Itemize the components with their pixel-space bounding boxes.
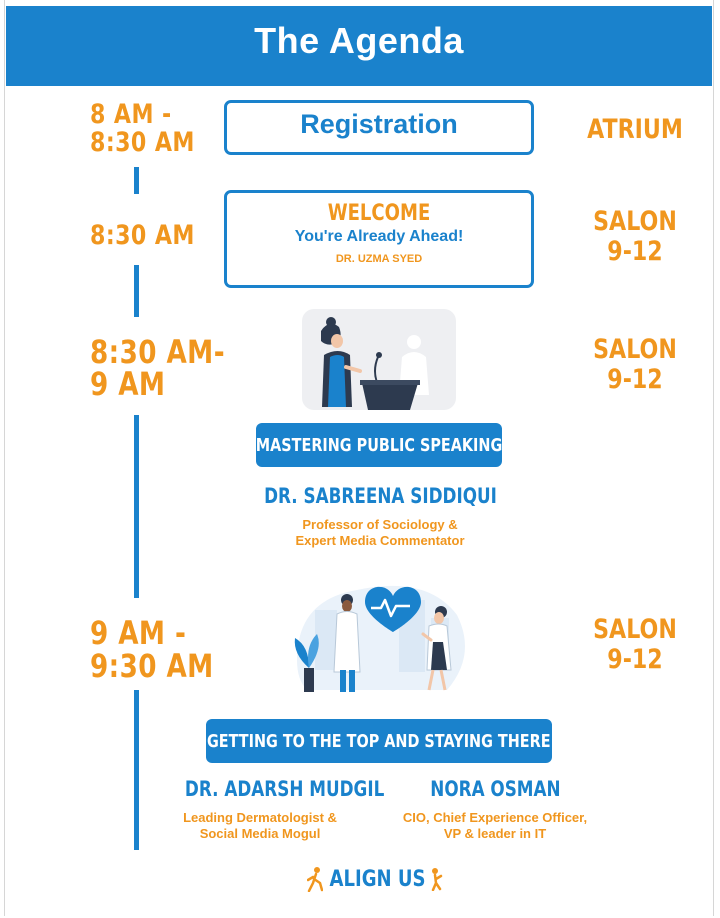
- speaker-name: DR. SABREENA SIDDIQUI: [263, 484, 497, 508]
- session-heading: WELCOME: [327, 201, 431, 226]
- speaker-name: DR. ADARSH MUDGIL: [184, 777, 385, 801]
- logo-text: ALIGN US: [329, 866, 426, 892]
- timeline-line: [134, 167, 139, 194]
- header-banner: [6, 6, 712, 86]
- timeline-line: [134, 415, 139, 598]
- registration-box: [224, 100, 534, 155]
- doctors-heart-illustration: [287, 570, 467, 700]
- session-room: SALON 9-12: [593, 614, 677, 675]
- speaker-role: CIO, Chief Experience Officer, VP & leader in IT: [402, 810, 588, 841]
- session-room: SALON 9-12: [593, 334, 677, 395]
- speaker-name: NORA OSMAN: [429, 777, 561, 801]
- align-us-logo: [300, 862, 450, 896]
- welcome-box: [224, 190, 534, 288]
- session-label: Registration: [300, 109, 458, 139]
- session-subtitle: You're Already Ahead!: [294, 228, 464, 245]
- speaker-role: Leading Dermatologist & Social Media Mogul: [183, 810, 337, 841]
- session-room: ATRIUM: [587, 114, 683, 145]
- session-time: 8 AM - 8:30 AM: [90, 99, 195, 158]
- session-title-pill: MASTERING PUBLIC SPEAKING: [256, 423, 502, 467]
- session-time: 9 AM - 9:30 AM: [90, 614, 214, 685]
- timeline-line: [134, 265, 139, 317]
- timeline-line: [134, 690, 139, 850]
- session-time: 8:30 AM- 9 AM: [90, 333, 225, 403]
- speaker-role: Professor of Sociology & Expert Media Commentator: [295, 517, 465, 548]
- session-title-pill: GETTING TO THE TOP AND STAYING THERE: [206, 719, 552, 763]
- speaker-at-podium-illustration: [302, 309, 456, 410]
- session-time: 8:30 AM: [90, 220, 195, 251]
- session-speaker: DR. UZMA SYED: [335, 253, 423, 265]
- session-room: SALON 9-12: [593, 206, 677, 267]
- page-title: The Agenda: [254, 20, 464, 61]
